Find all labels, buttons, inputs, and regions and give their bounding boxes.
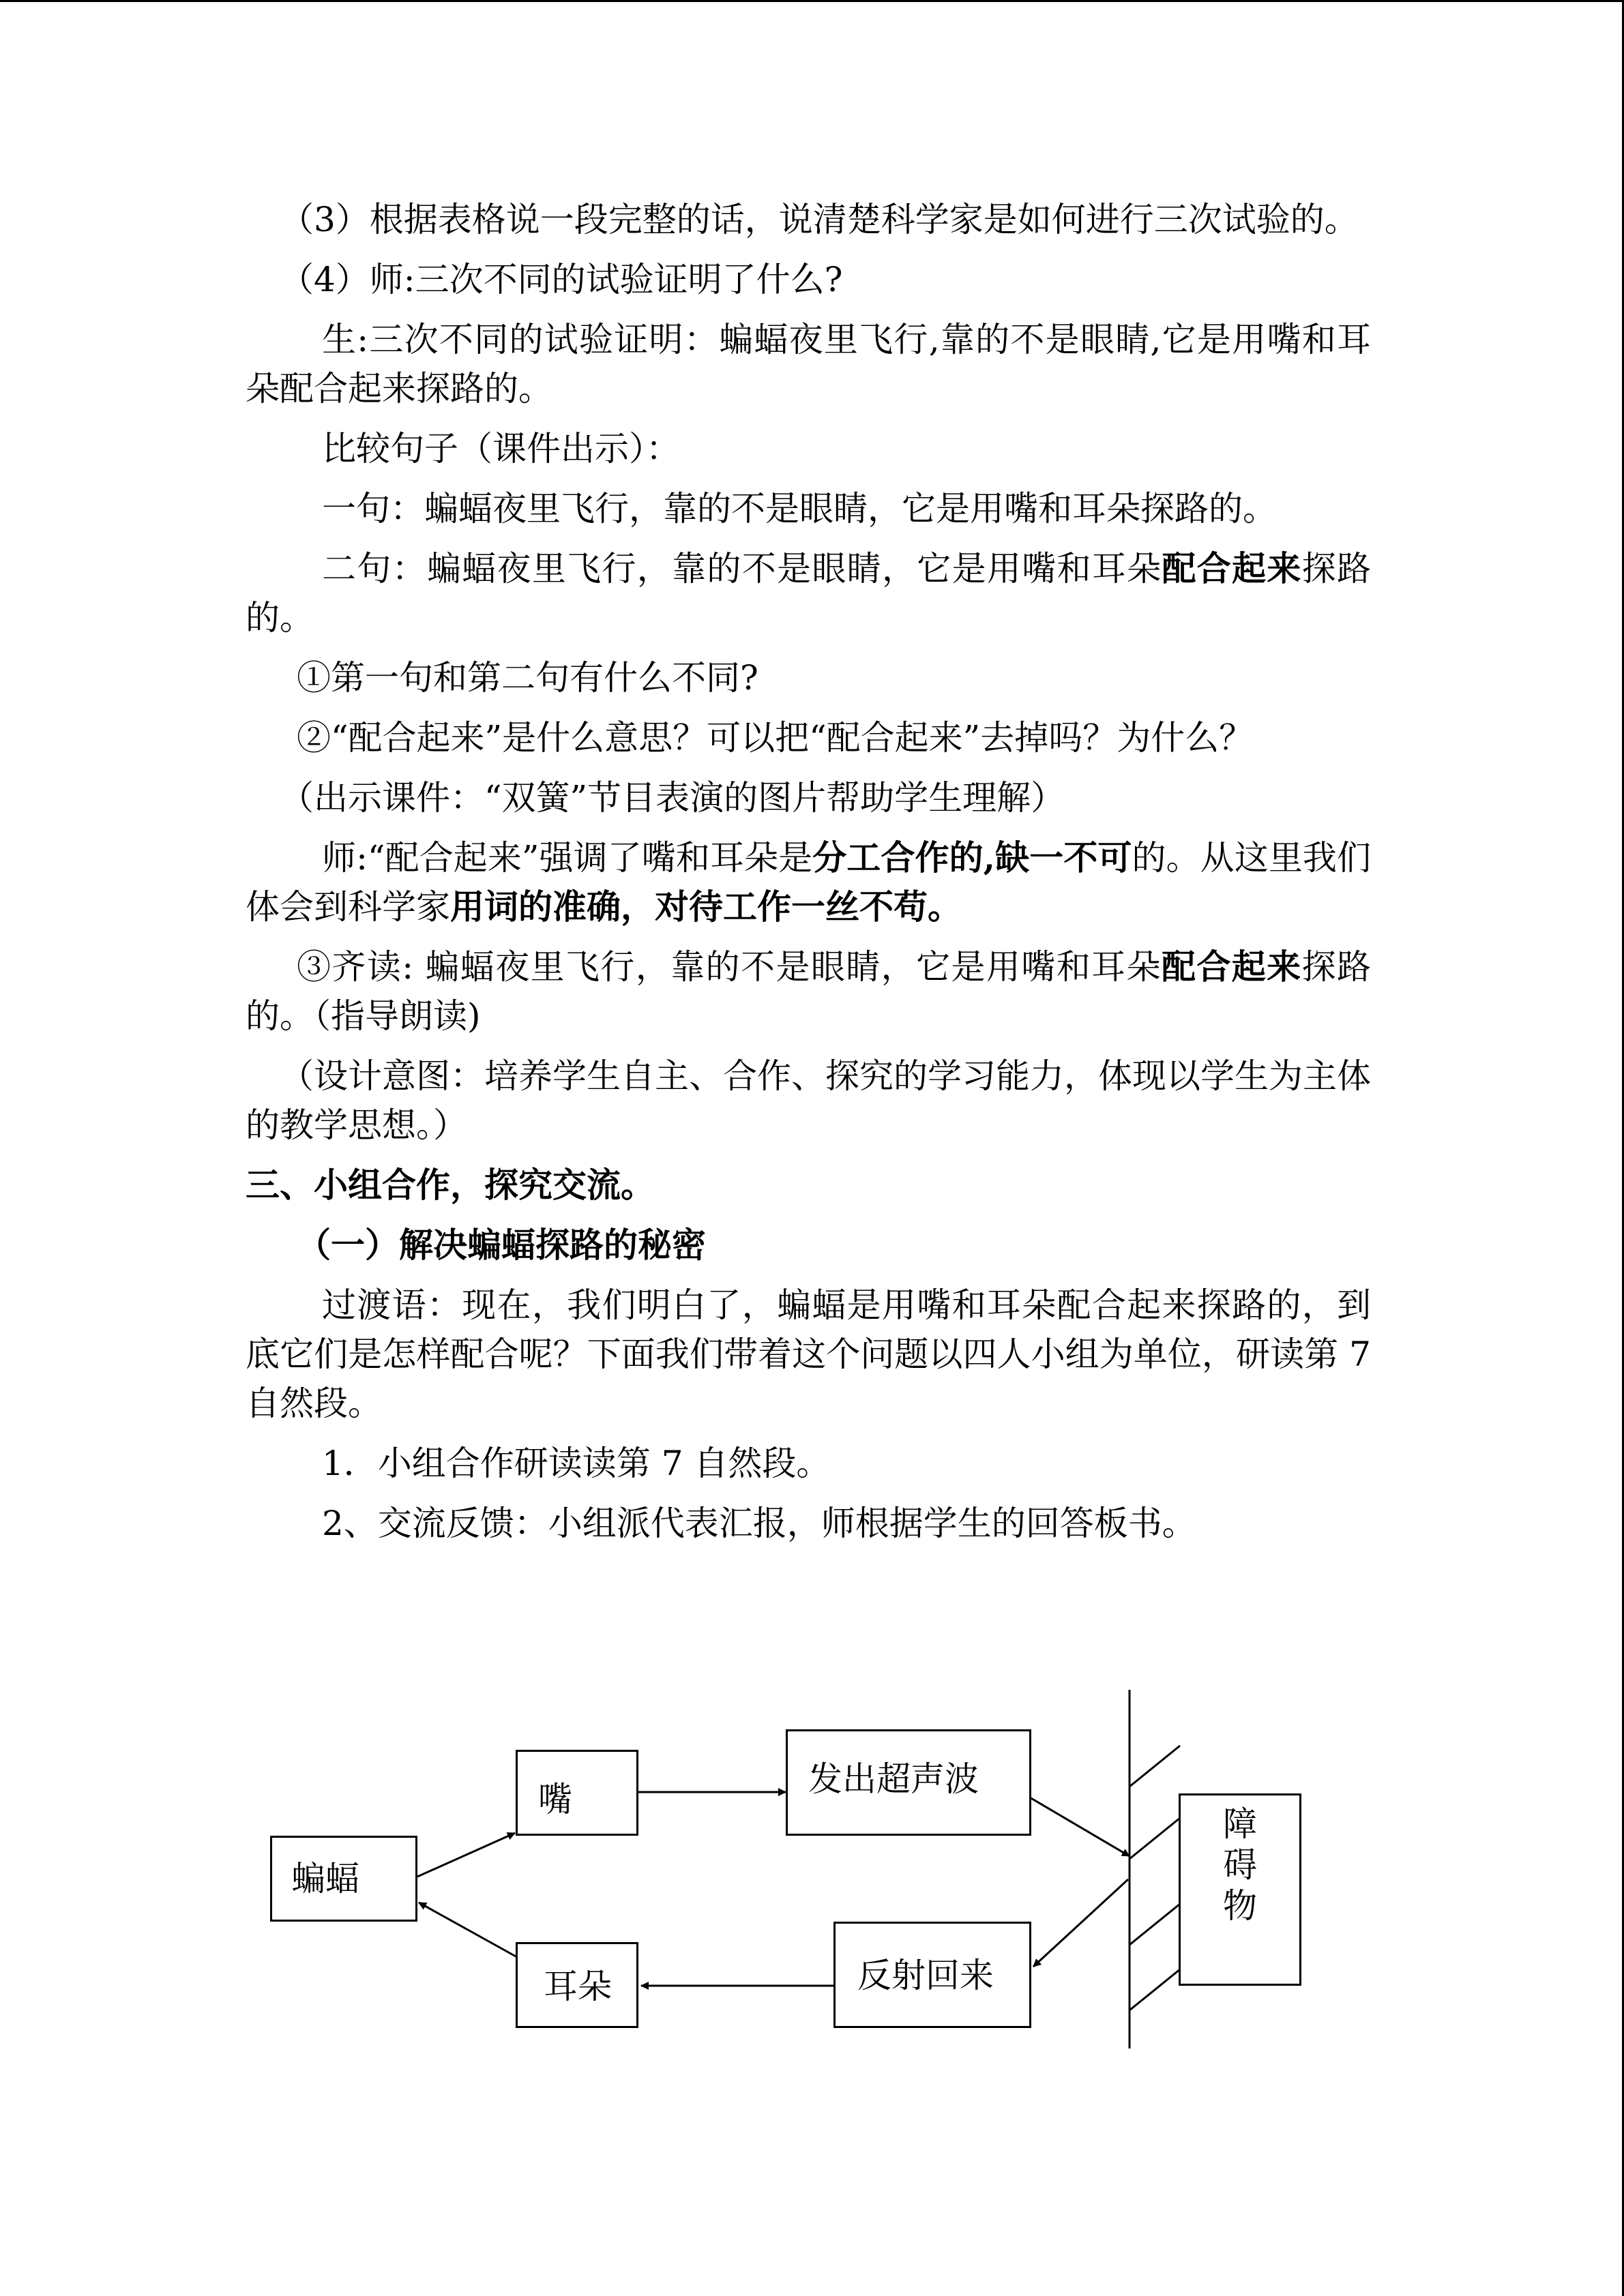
- text-run: ①第一句和第二句有什么不同?: [297, 658, 758, 698]
- ears-box: [516, 1942, 638, 2028]
- bold-run: 配合起来: [1162, 548, 1302, 588]
- text-run: （3）根据表格说一段完整的话，说清楚科学家是如何进行三次试验的。: [280, 200, 1359, 239]
- text-run: 二句：蝙蝠夜里飞行，靠的不是眼睛，它是用嘴和耳朵: [322, 549, 1162, 588]
- obstacle-char: 碍: [1223, 1845, 1257, 1885]
- text-run: 探路的。（指导朗读): [246, 947, 1372, 1036]
- paragraph-student-answer: [246, 315, 1371, 413]
- obstacle-char: 物: [1223, 1886, 1257, 1926]
- paragraph-read-together: [246, 942, 1371, 1041]
- text-run: 探路的。: [246, 549, 1372, 638]
- text-run: （出示课件：“双簧”节目表演的图片帮助学生理解）: [280, 778, 1065, 818]
- paragraph-sentence-one: [246, 484, 1371, 533]
- subsection-heading-one: [246, 1221, 1371, 1270]
- paragraph-transition: [246, 1281, 1371, 1428]
- bat-box: [270, 1836, 417, 1922]
- text-run: 师:“配合起来”强调了嘴和耳朵是: [322, 838, 813, 878]
- text-run: 1．小组合作研读读第 7 自然段。: [322, 1444, 831, 1483]
- text-run: 的。从这里我们体会到科学家: [246, 838, 1371, 927]
- paragraph-sentence-two: [246, 544, 1371, 642]
- paragraph-item-2: [246, 1499, 1371, 1548]
- text-run: 三、小组合作，探究交流。: [246, 1165, 655, 1205]
- paragraph-item-1: [246, 1439, 1371, 1488]
- text-run: 一句：蝙蝠夜里飞行，靠的不是眼睛，它是用嘴和耳朵探路的。: [322, 489, 1277, 528]
- bold-run: 配合起来: [1161, 946, 1302, 987]
- text-run: 过渡语：现在，我们明白了，蝙蝠是用嘴和耳朵配合起来探路的，到底它们是怎样配合呢？下面我们带着这个问题以四人小组为单位，研读第 7 自然段。: [246, 1285, 1371, 1423]
- obstacle-char: 障: [1223, 1804, 1257, 1844]
- emit-ultrasound-box: [786, 1729, 1031, 1836]
- section-heading-three: [246, 1161, 1371, 1210]
- document-body: [246, 195, 1371, 1559]
- mouth-label: 嘴: [538, 1780, 572, 1819]
- text-run: ②“配合起来”是什么意思？可以把“配合起来”去掉吗？为什么？: [297, 718, 1254, 758]
- text-run: （4）师:三次不同的试验证明了什么?: [280, 260, 843, 299]
- bat-label: 蝙蝠: [291, 1859, 359, 1898]
- bold-run: 用词的准确，对待工作一丝不苟。: [450, 886, 962, 927]
- reflect-back-box: [833, 1922, 1031, 2028]
- text-run: 比较句子（课件出示）：: [322, 429, 680, 468]
- emit-ultrasound-label: 发出超声波: [808, 1759, 979, 1799]
- text-run: 生:三次不同的试验证明：蝙蝠夜里飞行,靠的不是眼睛,它是用嘴和耳朵配合起来探路的。: [246, 320, 1371, 408]
- obstacle-box: [1179, 1793, 1301, 1986]
- mouth-box: [516, 1750, 638, 1836]
- paragraph-compare-intro: [246, 424, 1371, 473]
- text-run: 2、交流反馈：小组派代表汇报，师根据学生的回答板书。: [322, 1504, 1196, 1543]
- paragraph-question-1: [246, 653, 1371, 702]
- ears-label: 耳朵: [544, 1967, 612, 2006]
- paragraph-design-intent: [246, 1052, 1371, 1150]
- paragraph-courseware-note: [246, 773, 1371, 822]
- paragraph-step-4: [246, 255, 1371, 304]
- paragraph-teacher-emphasis: [246, 833, 1371, 931]
- text-run: （一）解决蝙蝠探路的秘密: [297, 1225, 706, 1265]
- bold-run: 分工合作的,缺一不可: [812, 837, 1132, 878]
- text-run: ③齐读: 蝙蝠夜里飞行，靠的不是眼睛，它是用嘴和耳朵: [297, 947, 1162, 987]
- reflect-back-label: 反射回来: [857, 1956, 994, 1995]
- paragraph-question-2: [246, 713, 1371, 762]
- paragraph-step-3: [246, 195, 1371, 244]
- text-run: （设计意图：培养学生自主、合作、探究的学习能力，体现以学生为主体的教学思想。）: [246, 1056, 1371, 1145]
